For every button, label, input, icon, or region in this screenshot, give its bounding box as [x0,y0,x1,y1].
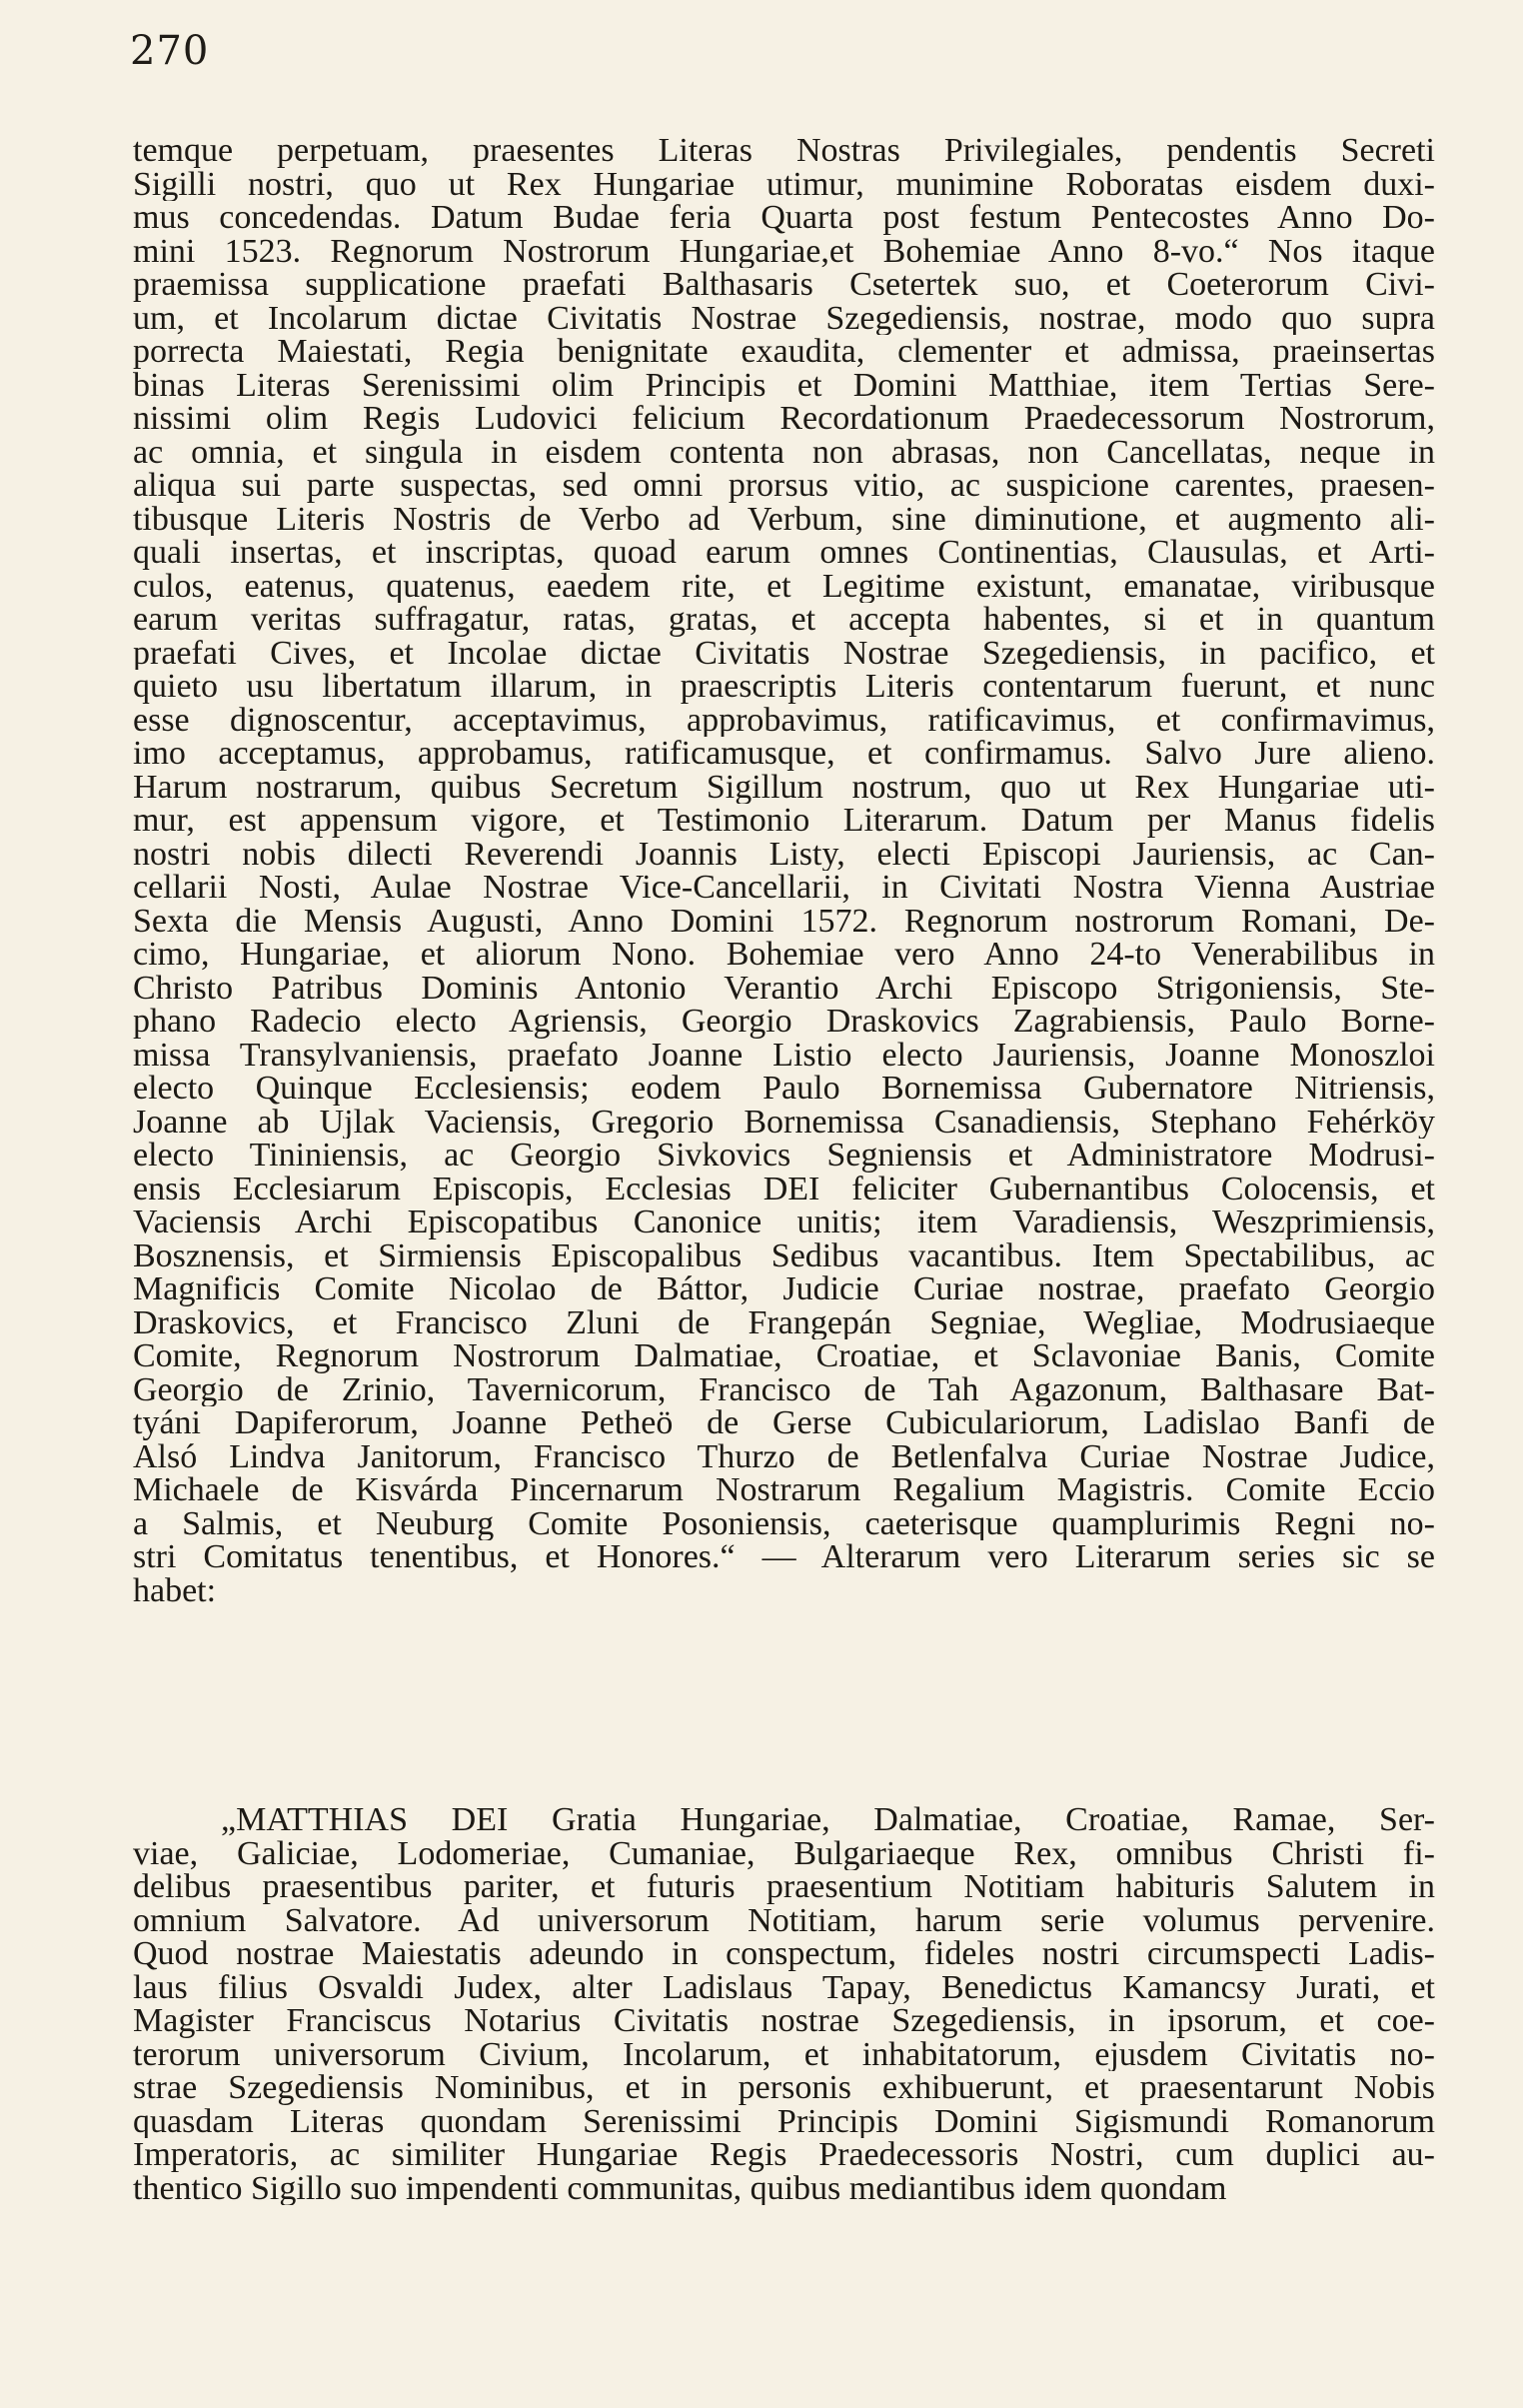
text-line: mus concedendas. Datum Budae feria Quarta post festum Pentecostes Anno Do- [133,201,1435,235]
text-line: Imperatoris, ac similiter Hungariae Regis Praedecessoris Nostri, cum duplici au- [133,2138,1435,2172]
text-line: Bosznensis, et Sirmiensis Episcopalibus Sedibus vacantibus. Item Spectabilibus, ac [133,1238,1435,1272]
text-line: Sexta die Mensis Augusti, Anno Domini 1572. Regnorum nostrorum Romani, De- [133,904,1435,938]
text-line: praemissa supplicatione praefati Balthasaris Csetertek suo, et Coeterorum Civi- [133,268,1435,302]
text-line: ensis Ecclesiarum Episcopis, Ecclesias DEI feliciter Gubernantibus Colocensis, et [133,1172,1435,1205]
text-line: Harum nostrarum, quibus Secretum Sigillum nostrum, quo ut Rex Hungariae uti- [133,770,1435,804]
text-line: Sigilli nostri, quo ut Rex Hungariae utimur, munimine Roboratas eisdem duxi- [133,167,1435,201]
text-line: Christo Patribus Dominis Antonio Verantio Archi Episcopo Strigoniensis, Ste- [133,971,1435,1005]
text-line: Quod nostrae Maiestatis adeundo in conspectum, fideles nostri circumspecti Ladis- [133,1937,1435,1971]
text-line: thentico Sigillo suo impendenti communitas, quibus mediantibus idem quondam [133,2171,1227,2205]
text-line: mur, est appensum vigore, et Testimonio Literarum. Datum per Manus fidelis [133,804,1435,838]
text-line: Joanne ab Ujlak Vaciensis, Gregorio Bornemissa Csanadiensis, Stephano Fehérköy [133,1105,1435,1139]
text-line: electo Tininiensis, ac Georgio Sivkovics Segniensis et Administratore Modrusi- [133,1139,1435,1173]
text-line: Draskovics, et Francisco Zluni de Frangepán Segniae, Wegliae, Modrusiaeque [133,1305,1435,1339]
text-line: quali insertas, et inscriptas, quoad earum omnes Continentias, Clausulas, et Arti- [133,536,1435,570]
text-line: nissimi olim Regis Ludovici felicium Recordationum Praedecessorum Nostrorum, [133,402,1435,436]
text-line: Comite, Regnorum Nostrorum Dalmatiae, Croatiae, et Sclavoniae Banis, Comite [133,1339,1435,1373]
page-number: 270 [130,28,210,74]
text-line: cellarii Nosti, Aulae Nostrae Vice-Cancellarii, in Civitati Nostra Vienna Austriae [133,871,1435,905]
text-line: laus filius Osvaldi Judex, alter Ladislaus Tapay, Benedictus Kamancsy Jurati, et [133,1970,1435,2004]
text-line: phano Radecio electo Agriensis, Georgio Draskovics Zagrabiensis, Paulo Borne- [133,1005,1435,1039]
text-line: nostri nobis dilecti Reverendi Joannis Listy, electi Episcopi Jauriensis, ac Can- [133,837,1435,871]
text-line: ac omnia, et singula in eisdem contenta non abrasas, non Cancellatas, neque in [133,435,1435,469]
text-line: „MATTHIAS DEI Gratia Hungariae, Dalmatiae, Croatiae, Ramae, Ser- [221,1803,1435,1837]
text-line: imo acceptamus, approbamus, ratificamusque, et confirmamus. Salvo Jure alieno. [133,737,1435,771]
text-line: Michaele de Kisvárda Pincernarum Nostrarum Regalium Magistris. Comite Eccio [133,1473,1435,1507]
text-line: um, et Incolarum dictae Civitatis Nostrae Szegediensis, nostrae, modo quo supra [133,301,1435,335]
text-line: earum veritas suffragatur, ratas, gratas, et accepta habentes, si et in quantum [133,603,1435,637]
text-line: Alsó Lindva Janitorum, Francisco Thurzo de Betlenfalva Curiae Nostrae Judice, [133,1439,1435,1473]
text-line: binas Literas Serenissimi olim Principis et Domini Matthiae, item Tertias Sere- [133,368,1435,402]
text-line: Georgio de Zrinio, Tavernicorum, Francisco de Tah Agazonum, Balthasare Bat- [133,1372,1435,1406]
paragraph [133,134,1435,1607]
text-line: quasdam Literas quondam Serenissimi Principis Domini Sigismundi Romanorum [133,2104,1435,2138]
text-line: missa Transylvaniensis, praefato Joanne Listio electo Jauriensis, Joanne Monoszloi [133,1038,1435,1072]
text-line: terorum universorum Civium, Incolarum, et inhabitatorum, ejusdem Civitatis no- [133,2037,1435,2071]
text-line: quieto usu libertatum illarum, in praescriptis Literis contentarum fuerunt, et nunc [133,670,1435,704]
text-line: tibusque Literis Nostris de Verbo ad Verbum, sine diminutione, et augmento ali- [133,502,1435,536]
text-line: cimo, Hungariae, et aliorum Nono. Bohemiae vero Anno 24-to Venerabilibus in [133,938,1435,972]
paragraph [133,1803,1435,2205]
text-line: porrecta Maiestati, Regia benignitate exaudita, clementer et admissa, praeinsertas [133,335,1435,369]
text-line: strae Szegediensis Nominibus, et in personis exhibuerunt, et praesentarunt Nobis [133,2071,1435,2105]
text-line: praefati Cives, et Incolae dictae Civitatis Nostrae Szegediensis, in pacifico, et [133,636,1435,670]
text-line: habet: [133,1573,217,1607]
text-line: stri Comitatus tenentibus, et Honores.“ — Alterarum vero Literarum series sic se [133,1540,1435,1574]
text-line: Magnificis Comite Nicolao de Báttor, Judicie Curiae nostrae, praefato Georgio [133,1272,1435,1306]
text-line: a Salmis, et Neuburg Comite Posoniensis, caeterisque quamplurimis Regni no- [133,1506,1435,1540]
text-line: esse dignoscentur, acceptavimus, approbavimus, ratificavimus, et confirmavimus, [133,703,1435,737]
text-line: viae, Galiciae, Lodomeriae, Cumaniae, Bulgariaeque Rex, omnibus Christi fi- [133,1836,1435,1870]
text-line: temque perpetuam, praesentes Literas Nostras Privilegiales, pendentis Secreti [133,134,1435,168]
text-line: tyáni Dapiferorum, Joanne Petheö de Gerse Cubiculariorum, Ladislao Banfi de [133,1406,1435,1440]
text-line: Vaciensis Archi Episcopatibus Canonice unitis; item Varadiensis, Weszprimiensis, [133,1205,1435,1239]
text-line: delibus praesentibus pariter, et futuris praesentium Notitiam habituris Salutem in [133,1870,1435,1904]
text-line: culos, eatenus, quatenus, eaedem rite, et Legitime existunt, emanatae, viribusque [133,569,1435,603]
text-line: Magister Franciscus Notarius Civitatis nostrae Szegediensis, in ipsorum, et coe- [133,2004,1435,2038]
text-line: electo Quinque Ecclesiensis; eodem Paulo Bornemissa Gubernatore Nitriensis, [133,1072,1435,1106]
text-line: omnium Salvatore. Ad universorum Notitiam, harum serie volumus pervenire. [133,1903,1435,1937]
text-line: mini 1523. Regnorum Nostrorum Hungariae,et Bohemiae Anno 8-vo.“ Nos itaque [133,234,1435,268]
text-line: aliqua sui parte suspectas, sed omni prorsus vitio, ac suspicione carentes, praesen- [133,469,1435,503]
